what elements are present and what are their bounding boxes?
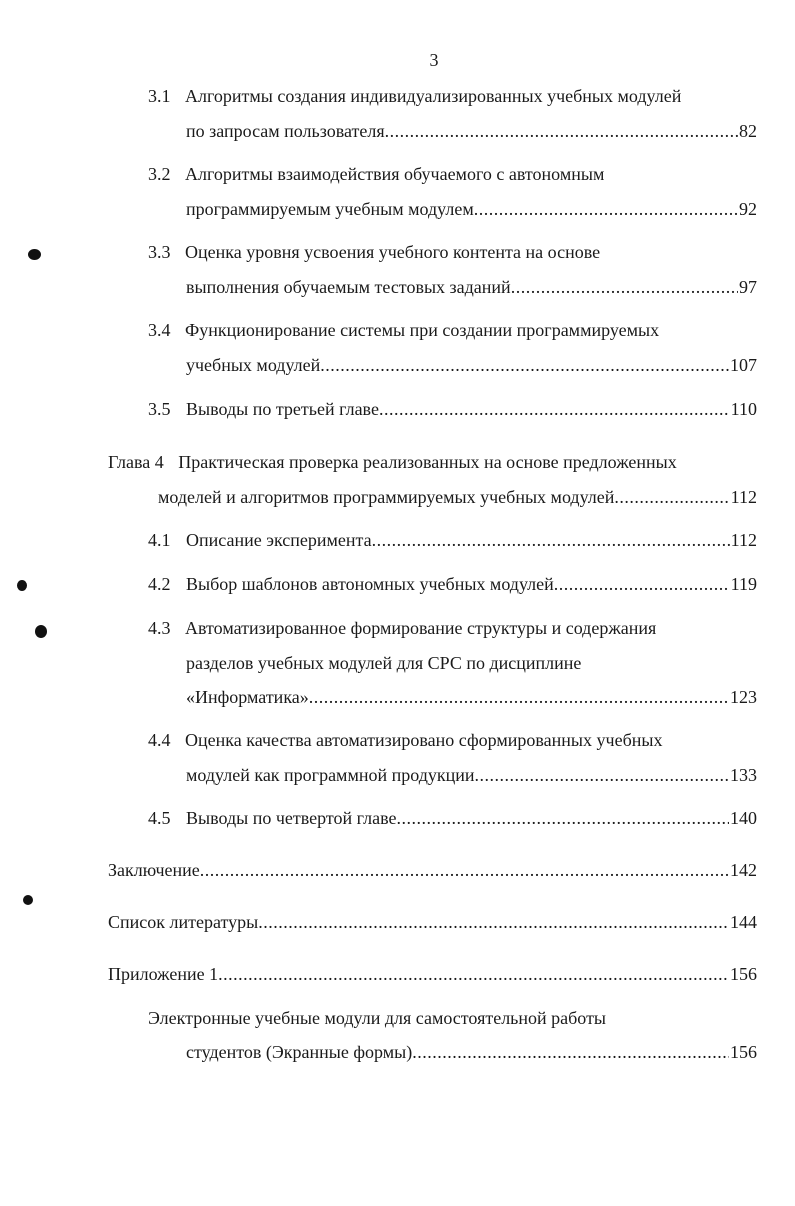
toc-page: 156 bbox=[730, 964, 757, 984]
toc-title: Выводы по третьей главе bbox=[186, 399, 379, 419]
toc-title-cont: выполнения обучаемым тестовых заданий bbox=[186, 277, 511, 297]
toc-entry-4-3-cont2 bbox=[186, 685, 757, 709]
toc-number: 3.4 bbox=[148, 320, 171, 340]
toc-title: Оценка уровня усвоения учебного контента на основе bbox=[185, 242, 601, 262]
toc-entry-4-5-num bbox=[148, 806, 171, 830]
dot-leader bbox=[320, 353, 729, 377]
toc-number: 4.1 bbox=[148, 530, 171, 550]
toc-title: Алгоритмы создания индивидуализированных учебных модулей bbox=[185, 86, 682, 106]
toc-entry-3-4 bbox=[148, 318, 659, 342]
dot-leader bbox=[511, 275, 738, 299]
toc-entry-3-5-num bbox=[148, 397, 171, 421]
toc-entry-3-5 bbox=[186, 397, 757, 421]
toc-title: Выбор шаблонов автономных учебных модулей bbox=[186, 574, 554, 594]
toc-title-cont: моделей и алгоритмов программируемых учебных модулей bbox=[158, 487, 615, 507]
dot-leader bbox=[474, 197, 738, 221]
toc-chapter-4 bbox=[108, 450, 677, 474]
toc-entry-4-3-cont bbox=[186, 651, 581, 675]
dot-leader bbox=[475, 763, 729, 787]
toc-page: 142 bbox=[730, 860, 757, 880]
toc-entry-3-1 bbox=[148, 84, 681, 108]
toc-title: Выводы по четвертой главе bbox=[186, 808, 397, 828]
toc-page: 112 bbox=[730, 487, 757, 507]
toc-number: 3.3 bbox=[148, 242, 171, 262]
dot-leader bbox=[396, 806, 729, 830]
toc-entry-3-2-cont bbox=[186, 197, 757, 221]
toc-entry-3-2 bbox=[148, 162, 604, 186]
dot-leader bbox=[379, 397, 730, 421]
toc-title: Практическая проверка реализованных на основе предложенных bbox=[178, 452, 677, 472]
toc-title-cont: разделов учебных модулей для СРС по дисциплине bbox=[186, 653, 582, 673]
toc-page: 112 bbox=[730, 530, 757, 550]
toc-appendix-1 bbox=[108, 962, 757, 986]
toc-page: 92 bbox=[739, 199, 757, 219]
toc-number: 3.2 bbox=[148, 164, 171, 184]
toc-entry-3-1-cont bbox=[186, 119, 757, 143]
toc-appendix-sub-cont bbox=[186, 1040, 757, 1064]
dot-leader bbox=[309, 685, 729, 709]
toc-number: 4.5 bbox=[148, 808, 171, 828]
toc-page: 97 bbox=[739, 277, 757, 297]
toc-references bbox=[108, 910, 757, 934]
toc-entry-4-3 bbox=[148, 616, 656, 640]
dot-leader bbox=[614, 485, 729, 509]
toc-number: 3.1 bbox=[148, 86, 171, 106]
dot-leader bbox=[412, 1040, 729, 1064]
scan-blot bbox=[17, 580, 27, 591]
toc-title-cont: «Информатика» bbox=[186, 687, 309, 707]
toc-entry-3-4-cont bbox=[186, 353, 757, 377]
toc-page: 140 bbox=[730, 808, 757, 828]
toc-page: 133 bbox=[730, 765, 757, 785]
toc-title: Описание эксперимента bbox=[186, 530, 372, 550]
toc-page: 82 bbox=[739, 121, 757, 141]
toc-title-cont: учебных модулей bbox=[186, 355, 321, 375]
dot-leader bbox=[258, 910, 729, 934]
dot-leader bbox=[372, 528, 730, 552]
toc-number: 4.4 bbox=[148, 730, 171, 750]
toc-title-cont: по запросам пользователя bbox=[186, 121, 385, 141]
toc-title-cont: студентов (Экранные формы) bbox=[186, 1042, 413, 1062]
toc-entry-3-3-cont bbox=[186, 275, 757, 299]
toc-page: 123 bbox=[730, 687, 757, 707]
toc-title: Приложение 1 bbox=[108, 964, 219, 984]
scan-blot bbox=[28, 249, 41, 260]
toc-entry-4-5 bbox=[186, 806, 757, 830]
toc-title-cont: программируемым учебным модулем bbox=[186, 199, 474, 219]
scan-blot bbox=[23, 895, 33, 905]
scan-blot bbox=[35, 625, 47, 638]
toc-title: Оценка качества автоматизировано сформированных учебных bbox=[185, 730, 663, 750]
toc-number: Глава 4 bbox=[108, 452, 164, 472]
dot-leader bbox=[200, 858, 729, 882]
toc-entry-3-3 bbox=[148, 240, 600, 264]
toc-entry-4-1-num bbox=[148, 528, 171, 552]
dot-leader bbox=[218, 962, 729, 986]
toc-number: 3.5 bbox=[148, 399, 171, 419]
toc-conclusion bbox=[108, 858, 757, 882]
toc-number: 4.2 bbox=[148, 574, 171, 594]
toc-page: 119 bbox=[730, 574, 757, 594]
toc-title: Алгоритмы взаимодействия обучаемого с автономным bbox=[185, 164, 605, 184]
dot-leader bbox=[385, 119, 738, 143]
toc-number: 4.3 bbox=[148, 618, 171, 638]
toc-title: Список литературы bbox=[108, 912, 259, 932]
page-number: 3 bbox=[429, 50, 439, 70]
toc-entry-4-4-cont bbox=[186, 763, 757, 787]
toc-title: Автоматизированное формирование структуры и содержания bbox=[185, 618, 657, 638]
toc-page: 107 bbox=[730, 355, 757, 375]
toc-page: 110 bbox=[730, 399, 757, 419]
toc-title: Электронные учебные модули для самостоятельной работы bbox=[148, 1008, 607, 1028]
dot-leader bbox=[554, 572, 730, 596]
toc-title-cont: модулей как программной продукции bbox=[186, 765, 475, 785]
toc-entry-4-4 bbox=[148, 728, 662, 752]
toc-page: 144 bbox=[730, 912, 757, 932]
toc-title: Функционирование системы при создании программируемых bbox=[185, 320, 660, 340]
toc-title: Заключение bbox=[108, 860, 200, 880]
toc-page: 156 bbox=[730, 1042, 757, 1062]
toc-entry-4-2 bbox=[186, 572, 757, 596]
toc-appendix-sub bbox=[148, 1006, 606, 1030]
toc-entry-4-1 bbox=[186, 528, 757, 552]
toc-entry-4-2-num bbox=[148, 572, 171, 596]
toc-chapter-4-cont bbox=[158, 485, 757, 509]
